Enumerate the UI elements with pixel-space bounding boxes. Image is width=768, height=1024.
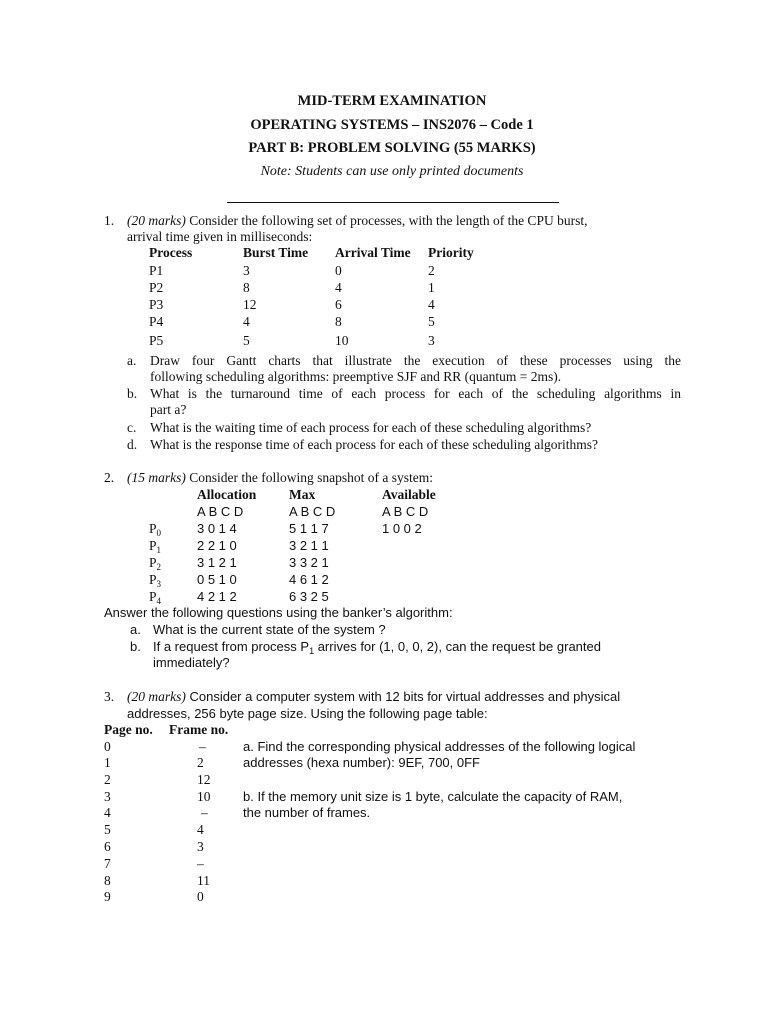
process-table-header: Arrival Time (335, 245, 411, 260)
process-label: $P_2$ (149, 555, 162, 572)
banker-table-header: Available (382, 487, 436, 502)
table-cell: 0 (104, 739, 111, 754)
table-cell: 6 (104, 839, 111, 854)
page-table-header: Frame no. (169, 722, 229, 737)
table-cell: 0 (335, 263, 342, 278)
table-cell: 8 (104, 873, 111, 888)
table-cell: 4 (197, 822, 204, 837)
q1-item-a-line-2: following scheduling algorithms: preemptive SJF and RR (quantum = 2ms). (150, 369, 562, 384)
process-table-header: Burst Time (243, 245, 309, 260)
process-label: $P_4$ (149, 589, 162, 606)
q2-answer-intro: Answer the following questions using the banker’s algorithm: (104, 605, 453, 620)
q2-marks: (15 marks) (127, 470, 186, 485)
q2-item-a: What is the current state of the system ? (153, 622, 386, 637)
q1-item-b-line-2: part a? (150, 402, 187, 417)
table-cell: 2 2 1 0 (197, 538, 237, 553)
table-cell: 3 0 1 4 (197, 521, 237, 536)
table-cell: 5 (428, 314, 435, 329)
q2-intro-text: Consider the following snapshot of a system: (185, 470, 433, 485)
table-cell: P4 (149, 314, 164, 329)
table-cell: 12 (243, 297, 257, 312)
table-cell: 1 (104, 755, 111, 770)
q1-number: 1. (104, 213, 115, 228)
process-table-header: Priority (428, 245, 474, 260)
course-title: OPERATING SYSTEMS – INS2076 – Code 1 (250, 117, 534, 133)
q3-item-b-line-1: b. If the memory unit size is 1 byte, calculate the capacity of RAM, (243, 789, 623, 804)
table-cell: P5 (149, 333, 164, 348)
q3-item-a-line-1: a. Find the corresponding physical addresses of the following logical (243, 739, 636, 754)
table-cell: 5 1 1 7 (289, 521, 329, 536)
table-cell: 5 (243, 333, 250, 348)
q2-item-label: b. (130, 639, 141, 654)
table-cell: 3 (104, 789, 111, 804)
q1-intro (127, 212, 587, 229)
table-cell: 0 5 1 0 (197, 572, 237, 587)
table-cell: 3 2 1 1 (289, 538, 329, 553)
q2-item-label: a. (130, 622, 141, 637)
q3-intro (127, 688, 620, 705)
q1-item-d-line-1: What is the response time of each process for each of these scheduling algorithms? (150, 437, 598, 452)
table-cell: 3 (243, 263, 250, 278)
table-cell: – (199, 739, 206, 754)
q1-intro-line-2: arrival time given in milliseconds: (127, 229, 313, 244)
table-cell: 4 2 1 2 (197, 589, 237, 604)
banker-table-subheader: A B C D (289, 504, 336, 519)
table-cell: 5 (104, 822, 111, 837)
table-cell: 7 (104, 856, 111, 871)
table-cell: 4 (104, 805, 111, 820)
table-cell: 12 (197, 772, 211, 787)
q3-number: 3. (104, 689, 115, 704)
table-cell: 2 (428, 263, 435, 278)
table-cell: 10 (335, 333, 349, 348)
table-cell: P3 (149, 297, 164, 312)
q3-item-a-line-2: addresses (hexa number): 9EF, 700, 0FF (243, 755, 481, 770)
process-label: $P_1$ (149, 538, 162, 555)
q3-intro-line-2: addresses, 256 byte page size. Using the following page table: (127, 706, 488, 721)
table-cell: 9 (104, 889, 111, 904)
q2-intro (127, 469, 433, 486)
page-table-header: Page no. (104, 722, 153, 737)
table-cell: – (201, 805, 208, 820)
q3-marks: (20 marks) (127, 689, 186, 704)
q1-item-label: d. (127, 437, 138, 452)
banker-table-header: Max (289, 487, 316, 502)
q2-number: 2. (104, 470, 115, 485)
process-label: $P_3$ (149, 572, 162, 589)
table-cell: 4 6 1 2 (289, 572, 329, 587)
table-cell: 2 (104, 772, 111, 787)
table-cell: 1 (428, 280, 435, 295)
table-cell: 0 (197, 889, 204, 904)
process-label: $P_0$ (149, 521, 162, 538)
q2-item-b: If a request from process $P_1$ arrives for (1, 0, 0, 2), can the request be granted (153, 639, 601, 656)
table-cell: 6 3 2 5 (289, 589, 329, 604)
table-cell: 3 1 2 1 (197, 555, 237, 570)
table-cell: 4 (428, 297, 435, 312)
table-cell: P2 (149, 280, 164, 295)
q1-item-a-line-1: Draw four Gantt charts that illustrate the execution of these processes using the (150, 353, 681, 368)
q1-item-label: c. (127, 420, 137, 435)
table-cell: 3 3 2 1 (289, 555, 329, 570)
q1-item-label: a. (127, 353, 137, 368)
table-cell: P1 (149, 263, 164, 278)
q1-item-c-line-1: What is the waiting time of each process for each of these scheduling algorithms? (150, 420, 592, 435)
banker-table-header: Allocation (197, 487, 257, 502)
part-title: PART B: PROBLEM SOLVING (55 MARKS) (248, 140, 536, 156)
table-cell: 8 (335, 314, 342, 329)
table-cell: 2 (197, 755, 204, 770)
header-divider (227, 202, 559, 203)
table-cell: – (197, 856, 204, 871)
table-cell: 6 (335, 297, 342, 312)
banker-table-subheader: A B C D (197, 504, 244, 519)
q1-marks: (20 marks) (127, 213, 186, 228)
table-cell: 8 (243, 280, 250, 295)
process-table-header: Process (149, 245, 193, 260)
table-cell: 10 (197, 789, 211, 804)
q3-item-b-line-2: the number of frames. (243, 805, 371, 820)
exam-title: MID-TERM EXAMINATION (297, 93, 487, 109)
exam-note: Note: Students can use only printed documents (260, 164, 524, 179)
table-cell: 1 0 0 2 (382, 521, 422, 536)
banker-table-subheader: A B C D (382, 504, 429, 519)
table-cell: 4 (335, 280, 342, 295)
table-cell: 3 (197, 839, 204, 854)
q1-item-label: b. (127, 386, 138, 401)
table-cell: 11 (197, 873, 210, 888)
q3-intro-text: Consider a computer system with 12 bits for virtual addresses and physical (185, 689, 621, 704)
q1-intro-text: Consider the following set of processes, with the length of the CPU burst, (185, 213, 588, 228)
q2-item-b-line-2: immediately? (153, 655, 230, 670)
table-cell: 4 (243, 314, 250, 329)
table-cell: 3 (428, 333, 435, 348)
q1-item-b-line-1: What is the turnaround time of each process for each of the scheduling algorithms in (150, 386, 681, 401)
